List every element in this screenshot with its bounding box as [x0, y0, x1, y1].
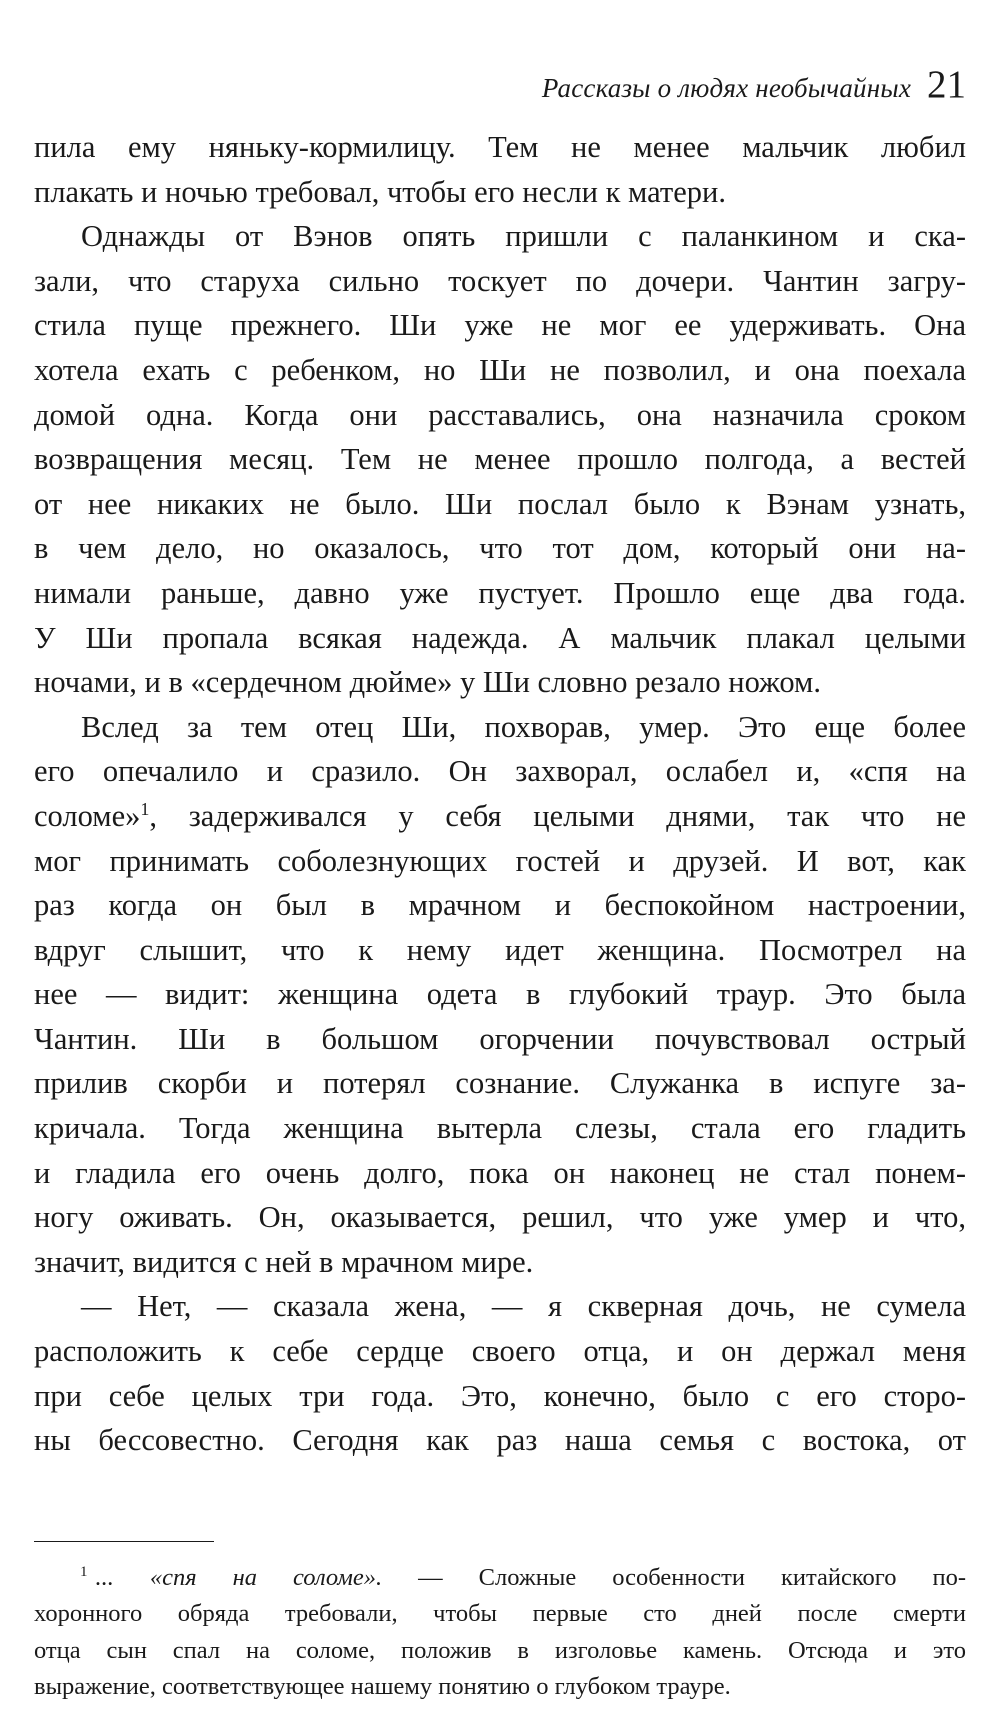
footnote-lemma: ... «спя на соломе». — [95, 1564, 383, 1591]
text-line: пила ему няньку-кормилицу. Тем не менее мальчик любил — [34, 130, 966, 164]
text-line: домой одна. Когда они расставались, она назначила сроком — [34, 397, 966, 432]
running-title: Рассказы о людях необычайных — [541, 73, 911, 103]
footnote-line: хоронного обряда требовали, чтобы первые сто дней после смерти — [34, 1600, 966, 1628]
text-line: возвращения месяц. Тем не менее прошло полгода, а вестей — [34, 442, 966, 477]
text-line: нимали раньше, давно уже пустует. Прошло еще два года. — [34, 575, 966, 610]
footnote-reference: 1 — [140, 798, 150, 819]
text-line: раз когда он был в мрачном и беспокойном настроении, — [34, 888, 966, 923]
text-line-with-footnote-ref — [34, 794, 966, 839]
text-line: прилив скорби и потерял сознание. Служанка в испуге за- — [34, 1066, 966, 1101]
text-line: нее — видит: женщина одета в глубокий траур. Это была — [34, 977, 966, 1012]
text-line: плакать и ночью требовал, чтобы его несли к матери. — [34, 174, 726, 209]
text-line: ны бессовестно. Сегодня как раз наша семья с востока, от — [34, 1423, 966, 1458]
text-line: значит, видится с ней в мрачном мире. — [34, 1244, 534, 1279]
running-head — [542, 62, 966, 112]
footnote-text: — Сложные особенности китайского по- — [382, 1564, 966, 1591]
text-line: кричала. Тогда женщина вытерла слезы, стала его гладить — [34, 1111, 966, 1146]
book-page — [34, 0, 966, 1725]
footnote-marker: 1 — [80, 1563, 88, 1580]
text-line: ночами, и в «сердечном дюйме» у Ши словно резало ножом. — [34, 665, 821, 700]
text-line: стила пуще прежнего. Ши уже не мог ее удерживать. Она — [34, 308, 966, 343]
text-line: У Ши пропала всякая надежда. А мальчик плакал целыми — [34, 620, 966, 655]
paragraph-first-line: — Нет, — сказала жена, — я скверная дочь, не сумела — [81, 1289, 966, 1324]
text-line: расположить к себе сердце своего отца, и он держал меня — [34, 1334, 966, 1369]
text-line: хотела ехать с ребенком, но Ши не позволил, и она поехала — [34, 352, 966, 387]
paragraph-first-line: Однажды от Вэнов опять пришли с паланкином и ска- — [81, 219, 966, 254]
footnote-first-line — [80, 1560, 966, 1596]
footnote-line: отца сын спал на соломе, положив в изголовье камень. Отсюда и это — [34, 1636, 966, 1664]
text-line: его опечалило и сразило. Он захворал, ослабел и, «спя на — [34, 754, 966, 789]
footnote — [34, 1560, 966, 1706]
text-line: и гладила его очень долго, пока он наконец не стал понем- — [34, 1155, 966, 1190]
text-fragment: , задерживался у себя целыми днями, так что не — [149, 798, 966, 833]
text-fragment: соломе» — [34, 798, 141, 833]
footnote-divider — [34, 1541, 214, 1542]
text-line: Чантин. Ши в большом огорчении почувствовал острый — [34, 1021, 966, 1056]
text-line: зали, что старуха сильно тоскует по дочери. Чантин загру- — [34, 263, 966, 298]
body-text — [34, 125, 966, 1463]
text-line: вдруг слышит, что к нему идет женщина. Посмотрел на — [34, 932, 966, 967]
text-line: ногу оживать. Он, оказывается, решил, что уже умер и что, — [34, 1200, 966, 1235]
page-number: 21 — [927, 63, 966, 106]
footnote-line: выражение, соответствующее нашему понятию о глубоком трауре. — [34, 1673, 731, 1701]
text-line: от нее никаких не было. Ши послал было к Вэнам узнать, — [34, 486, 966, 521]
text-line: при себе целых три года. Это, конечно, было с его сторо- — [34, 1378, 966, 1413]
text-line: в чем дело, но оказалось, что тот дом, который они на- — [34, 531, 966, 566]
paragraph-first-line: Вслед за тем отец Ши, похворав, умер. Это еще более — [81, 709, 966, 744]
text-line: мог принимать соболезнующих гостей и друзей. И вот, как — [34, 843, 966, 878]
